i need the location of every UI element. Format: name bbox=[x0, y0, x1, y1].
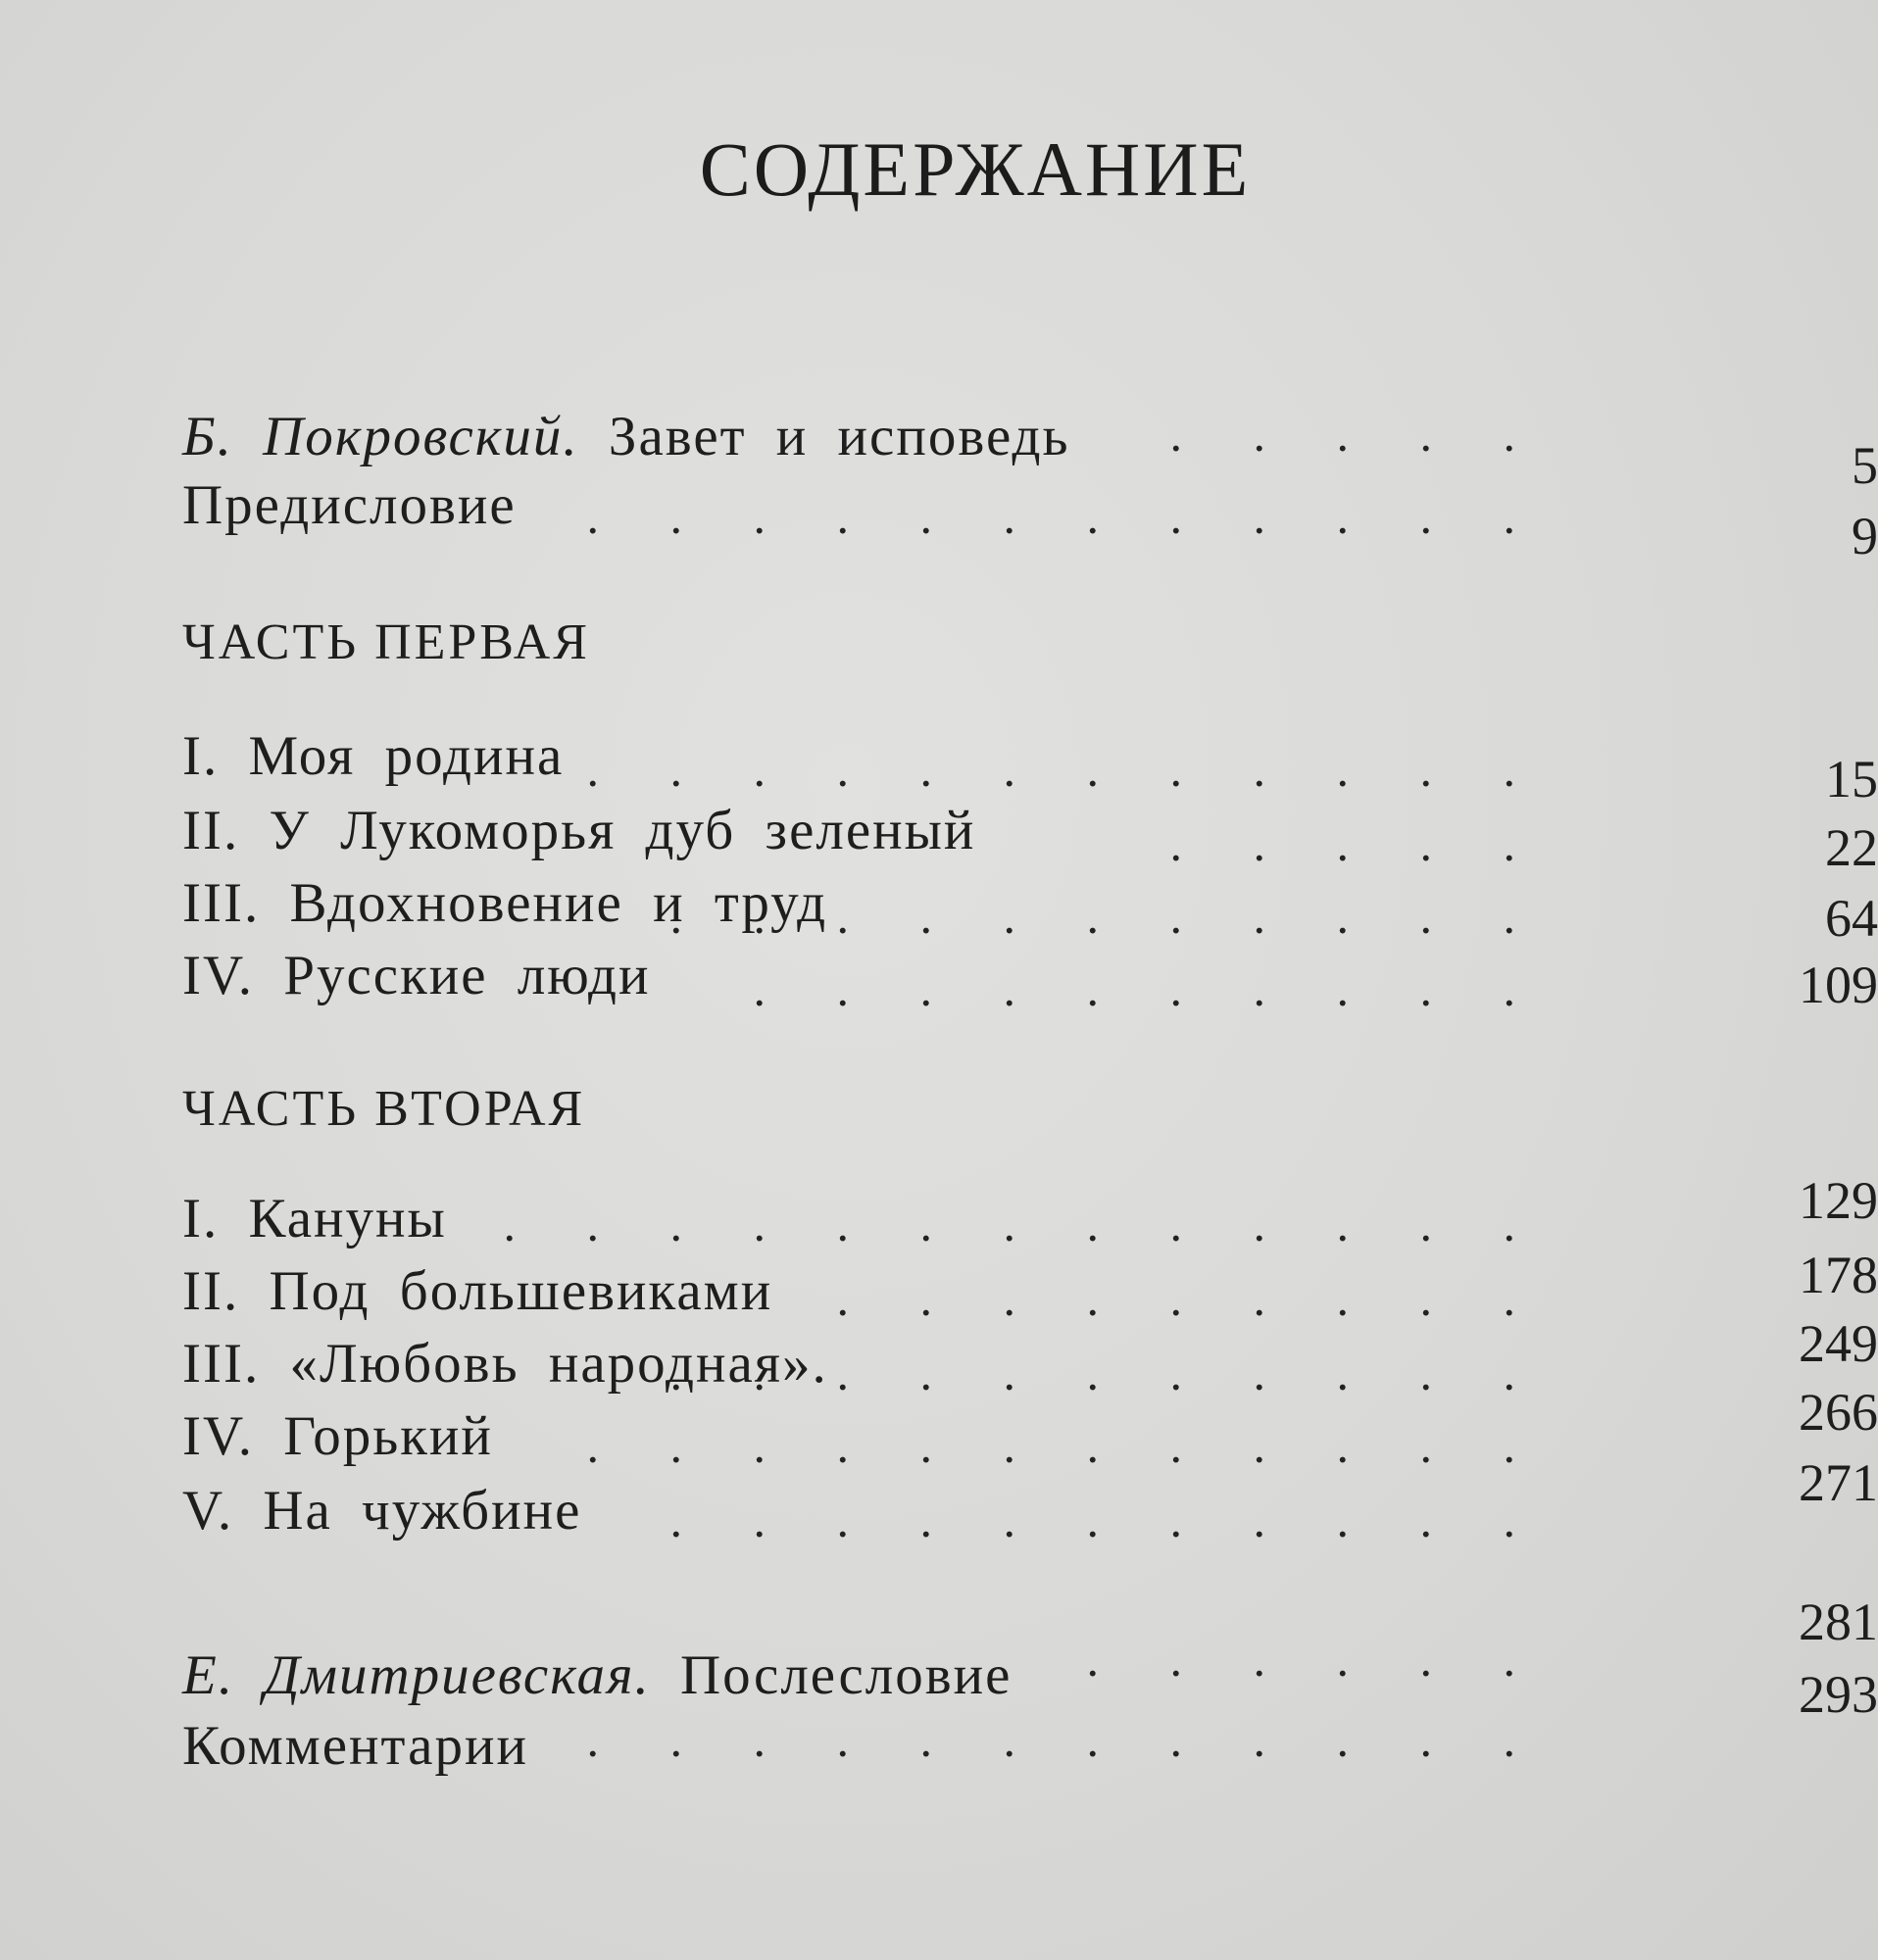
toc-entry-title: III. «Любовь народная». bbox=[182, 1333, 828, 1395]
toc-page-number: 109 bbox=[1799, 956, 1878, 1014]
toc-entry-title: Комментарии bbox=[182, 1715, 528, 1777]
section-heading-part-two: ЧАСТЬ ВТОРАЯ bbox=[182, 1081, 586, 1137]
toc-page-number: 5 bbox=[1852, 436, 1878, 495]
toc-entry-chapter[interactable] bbox=[182, 862, 1878, 948]
toc-page-number: 178 bbox=[1799, 1246, 1878, 1304]
toc-entry-label bbox=[182, 406, 1070, 467]
toc-entry-title: V. На чужбине bbox=[182, 1480, 582, 1542]
toc-entry-label bbox=[182, 1644, 1013, 1706]
dot-leader: . . . . . . . . . . . . bbox=[586, 1712, 1545, 1767]
toc-entry-preface[interactable] bbox=[182, 465, 1545, 544]
dot-leader: . . . . . . . . . . . bbox=[669, 1346, 1545, 1400]
toc-entry-title: II. У Лукоморья дуб зеленый bbox=[182, 800, 976, 861]
toc-entry-title: Послесловие bbox=[679, 1644, 1013, 1706]
toc-entry-chapter[interactable] bbox=[182, 1383, 1878, 1473]
dot-leader: . . . . . bbox=[1169, 816, 1545, 871]
toc-page-number: 281 bbox=[1799, 1592, 1878, 1651]
toc-entry-title: I. Кануны bbox=[182, 1188, 447, 1250]
toc-entry-chapter[interactable] bbox=[182, 935, 1878, 1016]
toc-page-number: 271 bbox=[1799, 1453, 1878, 1512]
dot-leader: . . . . . . . . . . . . bbox=[586, 489, 1545, 544]
toc-page-number: 266 bbox=[1799, 1383, 1878, 1442]
section-heading-part-one: ЧАСТЬ ПЕРВАЯ bbox=[182, 614, 590, 670]
toc-entry-chapter[interactable] bbox=[182, 715, 1878, 808]
toc-entry-chapter[interactable] bbox=[182, 1453, 1878, 1547]
toc-entry-title: Предисловие bbox=[182, 474, 517, 536]
dot-leader: . . . . . . . . . . . . bbox=[586, 1418, 1545, 1473]
toc-entry-chapter[interactable] bbox=[182, 1171, 1878, 1251]
toc-entry-title: III. Вдохновение и труд bbox=[182, 872, 828, 934]
toc-entry-foreword-pokrovsky[interactable] bbox=[182, 396, 1545, 465]
toc-entry-chapter[interactable] bbox=[182, 1246, 1878, 1326]
dot-leader: . . . . . . . . . . . bbox=[669, 889, 1545, 944]
dot-leader: . . . . . . . . . . . . bbox=[586, 742, 1545, 797]
dot-leader: . . . . . . . . . bbox=[836, 1271, 1545, 1326]
toc-entry-title: IV. Горький bbox=[182, 1405, 493, 1467]
toc-entry-chapter[interactable] bbox=[182, 790, 1878, 877]
toc-entry-author: Е. Дмитриевская. bbox=[182, 1644, 651, 1706]
toc-page-number: 15 bbox=[1825, 750, 1878, 808]
dot-leader: . . . . . . bbox=[1086, 1632, 1545, 1687]
toc-entry-title: II. Под большевиками bbox=[182, 1260, 773, 1322]
toc-page-number: 293 bbox=[1799, 1665, 1878, 1724]
toc-page-number: 22 bbox=[1825, 818, 1878, 877]
toc-entry-author: Б. Покровский. bbox=[182, 406, 579, 467]
toc-entry-title: I. Моя родина bbox=[182, 725, 565, 787]
toc-entry-chapter[interactable] bbox=[182, 1314, 1878, 1400]
dot-leader: . . . . . . . . . . bbox=[753, 961, 1545, 1016]
dot-leader: . . . . . . . . . . . . . bbox=[503, 1197, 1545, 1251]
page-title: СОДЕРЖАНИЕ bbox=[699, 126, 1252, 212]
toc-entry-title: IV. Русские люди bbox=[182, 945, 651, 1006]
toc-page-number: 129 bbox=[1799, 1171, 1878, 1230]
dot-leader: . . . . . . . . . . . bbox=[669, 1493, 1545, 1547]
toc-page-number: 9 bbox=[1852, 507, 1878, 565]
toc-page-number: 64 bbox=[1825, 889, 1878, 948]
toc-entry-title: Завет и исповедь bbox=[608, 406, 1070, 467]
dot-leader: . . . . . bbox=[1169, 407, 1545, 462]
toc-page-number: 249 bbox=[1799, 1314, 1878, 1373]
